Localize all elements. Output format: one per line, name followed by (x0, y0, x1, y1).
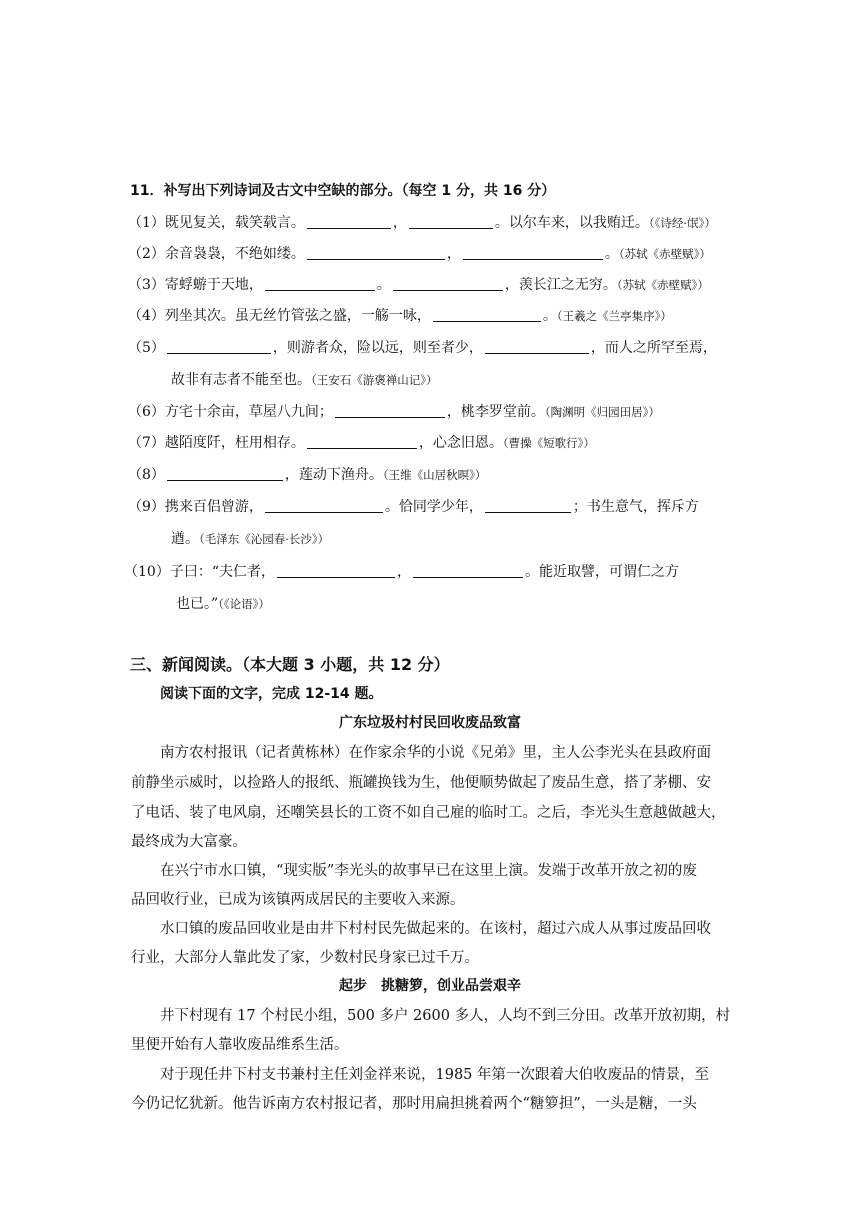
article-line: 前静坐示威时，以捡路人的报纸、瓶罐换钱为生，他便顺势做起了废品生意，搭了茅棚、安 (131, 775, 711, 791)
q11-item-9 (128, 496, 699, 516)
item-text: ， (392, 215, 407, 231)
item-text: 越陌度阡，枉用相存。 (164, 435, 305, 451)
item-text: 故非有志者不能至也。 (171, 372, 311, 388)
item-text: ， (397, 564, 411, 580)
answer-blank[interactable] (393, 289, 503, 291)
reading-instruction: 阅读下面的文字，完成 12-14 题。 (160, 686, 383, 702)
answer-blank[interactable] (277, 576, 395, 578)
item-text: 方宅十余亩，草屋八九间； (164, 404, 333, 420)
answer-blank[interactable] (167, 352, 271, 354)
item-text: 携来百侣曾游， (164, 499, 263, 515)
answer-blank[interactable] (167, 479, 283, 481)
item-number: （2） (128, 246, 165, 262)
item-text: ，而人之所罕至焉， (590, 340, 717, 356)
item-citation: （王安石《游褒禅山记》） (311, 373, 438, 387)
item-text: 寄蜉蝣于天地， (164, 277, 263, 293)
item-text: 。能近取譬，可谓仁之方 (525, 564, 679, 580)
q11-item-4 (128, 305, 672, 325)
answer-blank[interactable] (433, 320, 541, 322)
article-headline: 广东垃圾村村民回收废品致富 (339, 715, 521, 731)
q11-item-9-continued (171, 528, 329, 548)
article-line: 里便开始有人靠收废品维系生活。 (131, 1037, 349, 1053)
answer-blank[interactable] (413, 576, 523, 578)
q11-item-10 (124, 561, 679, 581)
item-text: 。 (604, 246, 619, 262)
article-line: 水口镇的废品回收业是由井下村村民先做起来的。在该村，超过六成人从事过废品回收 (160, 921, 711, 937)
item-text: 余音袅袅，不绝如缕。 (164, 246, 305, 262)
answer-blank[interactable] (265, 289, 375, 291)
item-citation: （陶渊明《归园田居》） (544, 405, 660, 419)
answer-blank[interactable] (463, 258, 603, 260)
article-line: 井下村现有 17 个村民小组，500 多户 2600 多人，人均不到三分田。改革开放初期，村 (160, 1008, 731, 1024)
article-subheading: 起步 挑糖箩，创业品尝艰辛 (339, 978, 521, 994)
item-number: （1） (128, 215, 165, 231)
item-text: 列坐其次。虽无丝竹管弦之盛，一觞一咏， (164, 308, 431, 324)
answer-blank[interactable] (485, 511, 571, 513)
q11-item-1 (128, 212, 716, 232)
item-text: 遒。 (171, 531, 199, 547)
article-line: 南方农村报讯（记者黄栋林）在作家余华的小说《兄弟》里，主人公李光头在县政府面 (160, 745, 711, 761)
item-text: ，心念旧恩。 (418, 435, 503, 451)
item-citation: （《诗经·氓》） (648, 216, 716, 230)
item-text: 。 (542, 308, 557, 324)
article-line: 对于现任井下村支书兼村主任刘金祥来说，1985 年第一次跟着大伯收废品的情景，至 (160, 1067, 710, 1083)
item-citation: （毛泽东《沁园春·长沙》） (199, 532, 330, 546)
item-text: ，则游者众，险以远，则至者少， (272, 340, 483, 356)
q11-item-7 (128, 432, 595, 452)
item-citation: （王羲之《兰亭集序》） (556, 309, 672, 323)
article-line: 了电话、装了电风扇，还嘲笑县长的工资不如自己雇的临时工。之后，李光头生意越做越大， (131, 805, 726, 821)
item-citation: （苏轼《赤壁赋》） (618, 247, 711, 261)
item-number: （6） (128, 404, 165, 420)
item-number: （5） (128, 340, 165, 356)
item-text: ，羡长江之无穷。 (504, 277, 617, 293)
item-citation: （曹操《短歌行》） (502, 436, 595, 450)
answer-blank[interactable] (307, 258, 445, 260)
item-citation: （《论语》） (218, 597, 270, 611)
article-line: 最终成为大富豪。 (131, 834, 247, 850)
article-line: 行业，大部分人靠此发了家，少数村民身家已过千万。 (131, 950, 479, 966)
article-line: 今仍记忆犹新。他告诉南方农村报记者，那时用扁担挑着两个“糖箩担”，一头是糖，一头 (131, 1096, 697, 1112)
item-text: ，莲动下渔舟。 (284, 467, 383, 483)
item-number: （10） (124, 564, 170, 580)
answer-blank[interactable] (307, 447, 417, 449)
item-text: ，桃李罗堂前。 (446, 404, 545, 420)
item-number: （9） (128, 499, 165, 515)
q11-item-6 (128, 401, 660, 421)
q11-item-5-continued (171, 369, 438, 389)
question-11-title: 11．补写出下列诗词及古文中空缺的部分。（每空 1 分，共 16 分） (130, 183, 556, 199)
item-text: ， (446, 246, 461, 262)
article-line: 在兴宁市水口镇，“现实版”李光头的故事早已在这里上演。发端于改革开放之初的废 (160, 863, 697, 879)
item-text: 。 (376, 277, 391, 293)
item-number: （4） (128, 308, 165, 324)
section-3-title: 三、新闻阅读。（本大题 3 小题，共 12 分） (130, 655, 450, 674)
q11-item-8 (128, 464, 486, 484)
item-text: ；书生意气，挥斥方 (572, 499, 699, 515)
item-text: 。恰同学少年， (384, 499, 483, 515)
item-number: （7） (128, 435, 165, 451)
item-number: （8） (128, 467, 165, 483)
item-citation: （王维《山居秋暝》） (382, 468, 487, 482)
item-text: 也已。” (176, 596, 219, 612)
answer-blank[interactable] (307, 227, 391, 229)
q11-item-2 (128, 243, 711, 263)
q11-item-5 (128, 337, 717, 357)
item-text: 。以尔车来，以我贿迁。 (494, 215, 649, 231)
item-number: （3） (128, 277, 165, 293)
q11-item-3 (128, 274, 709, 294)
answer-blank[interactable] (409, 227, 493, 229)
item-text: 既见复关，载笑载言。 (164, 215, 305, 231)
q11-item-10-continued (176, 593, 270, 613)
answer-blank[interactable] (335, 416, 445, 418)
answer-blank[interactable] (485, 352, 589, 354)
article-line: 品回收行业，已成为该镇两成居民的主要收入来源。 (131, 892, 465, 908)
item-citation: （苏轼《赤壁赋》） (616, 278, 709, 292)
item-text: 子曰：“夫仁者， (169, 564, 275, 580)
answer-blank[interactable] (265, 511, 383, 513)
